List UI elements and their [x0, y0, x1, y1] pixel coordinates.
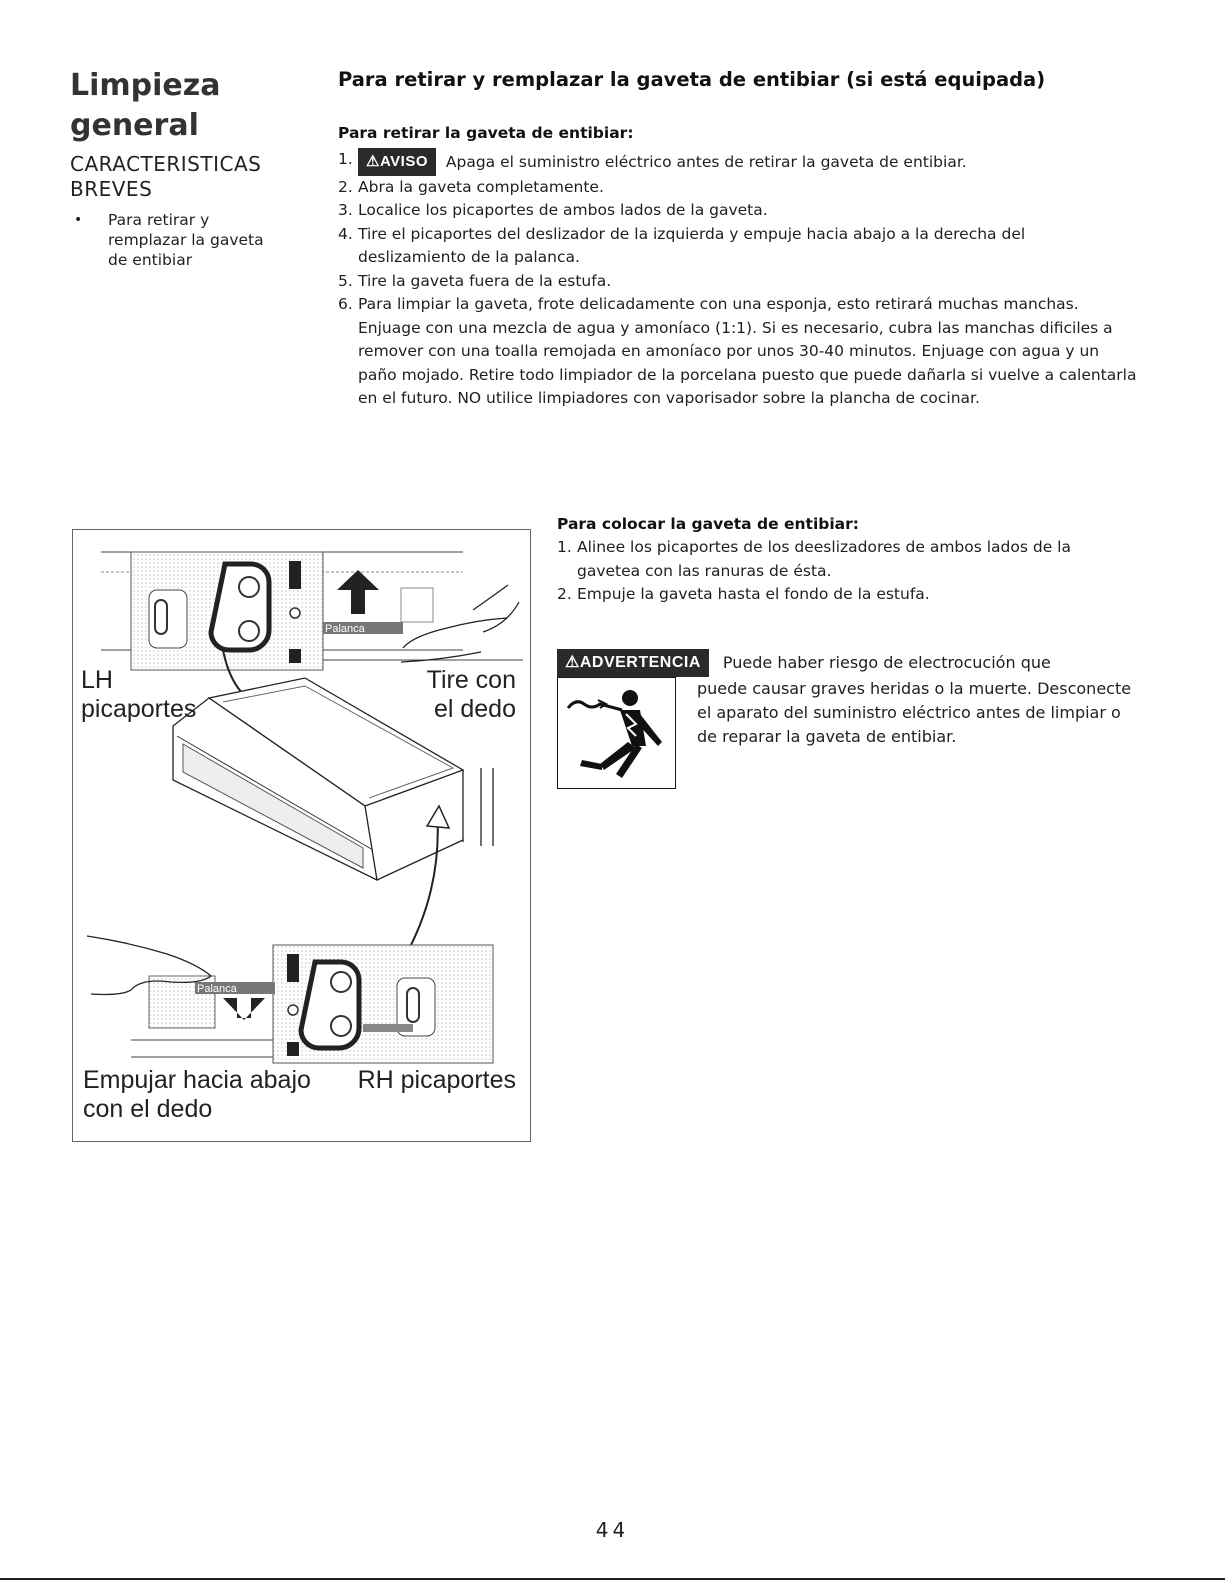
warning-first-line [557, 649, 1137, 677]
step-text: Para limpiar la gaveta, frote delicadamente con una esponja, esto retirará muchas manchas. Enjuage con una mezcla de agua y amoníaco (1:1). Si es necesario, cubra las manchas dificiles a remover con una toalla remojada en amoníaco por unos 30-40 minutos. Enjuage con agua y un paño mojado. Retire todo limpiador de la porcelana puesto que puede dañarla si vuelve a calentarla en el futuro. NO utilice limpiadores con vaporisador sobre la plancha de cocinar. [358, 295, 1137, 407]
pull-finger-label-line: el dedo [433, 695, 516, 723]
remove-step [338, 223, 1138, 270]
section-subtitle-line1: CARACTERISTICAS [70, 152, 262, 176]
pull-finger-label [427, 666, 516, 724]
aviso-badge: ⚠AVISO [358, 148, 436, 176]
electrical-shock-hazard-icon [557, 677, 676, 789]
warning-text: puede causar graves heridas o la muerte. Desconecte el aparato del suministro eléctrico antes de limpiar o de reparar la gaveta de entibiar. [697, 679, 1132, 746]
section-sidebar [70, 66, 300, 270]
step-number: 2. [338, 177, 353, 196]
step-number: 4. [338, 224, 353, 243]
feature-list-item [70, 210, 300, 270]
remove-step [338, 270, 1138, 294]
pull-finger-label-line: Tire con [426, 666, 516, 694]
step-text: Tire el picaportes del deslizador de la izquierda y empuje hacia abajo a la derecha del deslizamiento de la palanca. [358, 224, 1026, 266]
drawer-diagram [73, 530, 530, 1141]
remove-steps [338, 148, 1138, 411]
lever-label-top: Palanca [325, 623, 365, 635]
push-finger-label [83, 1066, 311, 1124]
place-instructions [557, 515, 1137, 607]
step-text: Apaga el suministro eléctrico antes de retirar la gaveta de entibiar. [445, 153, 967, 171]
place-step [557, 536, 1137, 583]
push-finger-label-line: con el dedo [83, 1095, 213, 1123]
place-heading: Para colocar la gaveta de entibiar: [557, 515, 859, 533]
lh-latch-label-line: picaportes [81, 695, 197, 723]
rh-latch-label: RH picaportes [357, 1066, 516, 1094]
feature-item-line: • Para retirar y [108, 211, 210, 229]
page-number: 44 [595, 1518, 630, 1542]
feature-item-line: remplazar la gaveta [108, 231, 264, 249]
remove-heading: Para retirar la gaveta de entibiar: [338, 124, 634, 142]
step-number: 1. [557, 538, 572, 556]
push-finger-label-line: Empujar hacia abajo [83, 1066, 311, 1094]
step-text: Localice los picaportes de ambos lados de la gaveta. [358, 201, 768, 219]
lh-latch-label-line: LH [81, 666, 113, 694]
main-heading: Para retirar y remplazar la gaveta de entibiar (si está equipada) [338, 68, 1046, 91]
remove-step [338, 199, 1138, 223]
advertencia-badge-label: ADVERTENCIA [579, 654, 701, 671]
step-number: 1. [338, 150, 353, 168]
section-subtitle-line2: BREVES [70, 177, 153, 201]
step-number: 6. [338, 295, 353, 313]
step-number: 2. [557, 585, 572, 603]
section-title-line1: Limpieza [70, 68, 221, 103]
lever-label-bottom: Palanca [197, 983, 237, 995]
drawer-illustration [72, 529, 531, 1142]
section-title-line2: general [70, 108, 199, 143]
feature-item-line: de entibiar [108, 251, 193, 269]
aviso-badge-label: AVISO [379, 153, 429, 170]
step-number: 3. [338, 201, 353, 219]
lh-latch-label [81, 666, 196, 724]
advertencia-badge: ⚠ADVERTENCIA [557, 649, 709, 677]
step-text: Alinee los picaportes de los deeslizadores de ambos lados de la gavetea con las ranuras de ésta. [577, 538, 1071, 580]
remove-step [338, 148, 1138, 176]
warning-line1-text: Puede haber riesgo de electrocución que [722, 653, 1051, 672]
place-steps [557, 536, 1137, 607]
place-step [557, 583, 1137, 607]
remove-step [338, 293, 1138, 411]
remove-step [338, 176, 1138, 200]
step-text: Abra la gaveta completamente. [358, 177, 604, 196]
remove-instructions [338, 124, 1138, 411]
step-text: Tire la gaveta fuera de la estufa. [358, 271, 612, 290]
electrical-warning [557, 649, 1137, 746]
step-number: 5. [338, 271, 353, 290]
feature-list [70, 210, 300, 270]
bottom-rule [0, 1578, 1225, 1580]
step-text: Empuje la gaveta hasta el fondo de la estufa. [577, 585, 930, 603]
